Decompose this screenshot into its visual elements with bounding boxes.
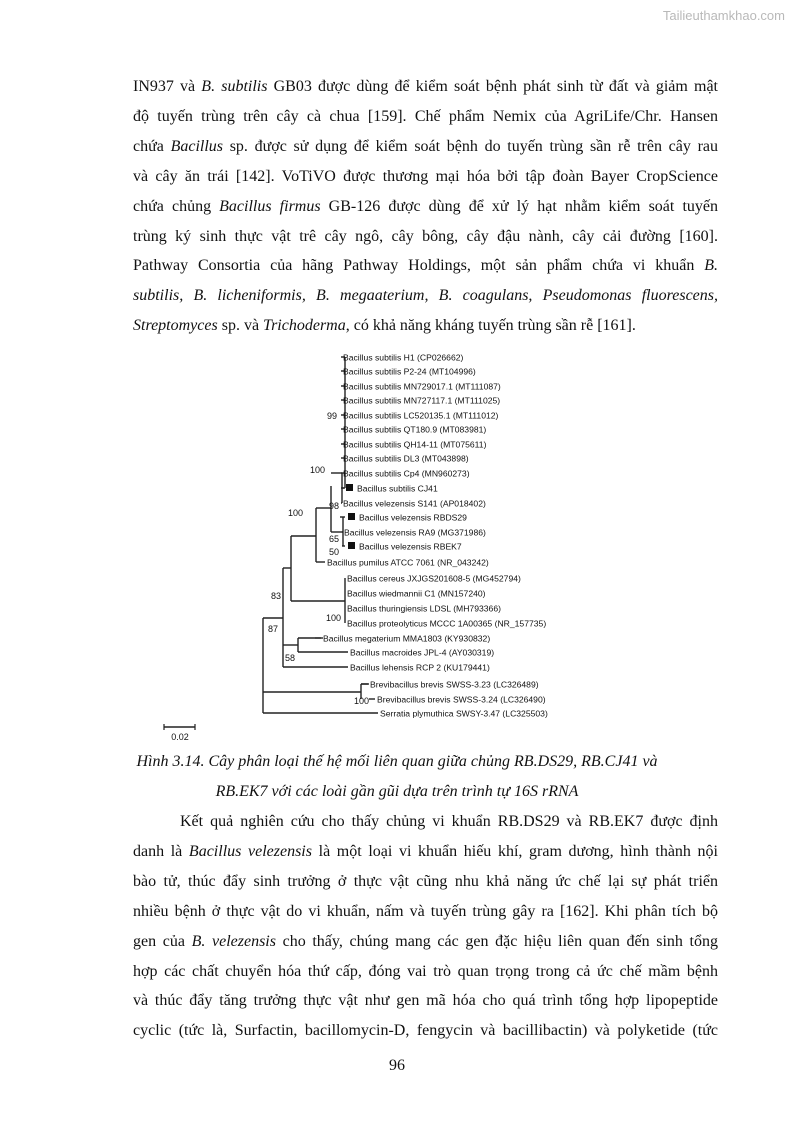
figure-caption — [100, 747, 694, 807]
tree-taxon-label: Bacillus lehensis RCP 2 (KU179441) — [350, 662, 490, 673]
text-line — [133, 927, 718, 957]
strain-marker-icon — [348, 513, 355, 520]
text-line — [133, 986, 718, 1016]
tree-taxon-label: Bacillus cereus JXJGS201608-5 (MG452794) — [347, 573, 521, 584]
bootstrap-value: 87 — [267, 624, 278, 634]
strain-marker-icon — [348, 542, 355, 549]
text-run: IN937 và — [133, 78, 202, 95]
tree-taxon-label: Bacillus subtilis QH14-11 (MT075611) — [343, 439, 487, 450]
text-line — [133, 162, 718, 192]
tree-taxon-label: Bacillus subtilis P2-24 (MT104996) — [343, 366, 476, 377]
text-run: Kết quả nghiên cứu cho thấy chủng vi khuẩn RB.DS29 và RB.EK7 được định — [180, 813, 718, 830]
tree-taxon-label: Bacillus macroides JPL-4 (AY030319) — [350, 647, 495, 658]
text-run: độ tuyến trùng trên cây cà chua [159]. Chế phẩm Nemix của AgriLife/Chr. Hansen — [133, 107, 718, 125]
text-run: cho thấy, chúng mang các gen đặc hiệu liên quan đến sinh tổng — [275, 932, 719, 950]
italic-text: subtilis, B. licheniformis, B. megaaterium, B. coagulans, Pseudomonas fluorescens, — [133, 287, 718, 305]
tree-taxon-label: Bacillus subtilis MN727117.1 (MT111025) — [343, 395, 501, 406]
italic-text: B. velezensis — [191, 932, 276, 950]
tree-taxon-label: Bacillus velezensis S141 (AP018402) — [343, 498, 486, 509]
text-line — [133, 192, 718, 222]
italic-text: Streptomyces — [133, 317, 218, 335]
tree-taxon-label: Bacillus pumilus ATCC 7061 (NR_043242) — [327, 557, 489, 568]
text-run: Pathway Consortia của hãng Pathway Holdings, một sản phẩm chứa vi khuẩn — [133, 257, 705, 275]
strain-marker-icon — [346, 484, 353, 491]
text-run: sp. và — [217, 317, 264, 335]
text-line — [133, 897, 718, 927]
tree-taxon-label: Bacillus subtilis H1 (CP026662) — [343, 352, 464, 363]
scale-bar-label: 0.02 — [171, 732, 189, 742]
tree-taxon-label: Bacillus subtilis LC520135.1 (MT111012) — [343, 410, 499, 421]
paragraph-1 — [133, 72, 718, 341]
text-run: sp. được sử dụng để kiểm soát bệnh do tuyến trùng sần rễ trên cây rau — [223, 137, 719, 155]
bootstrap-value: 100 — [309, 465, 325, 475]
italic-text: B. subtilis — [201, 78, 268, 95]
text-line — [133, 132, 718, 162]
text-run: GB03 được dùng để kiểm soát bệnh phát sinh từ đất và giảm mật — [267, 78, 719, 95]
bootstrap-value: 100 — [325, 613, 341, 623]
text-run: GB-126 được dùng để xử lý hạt nhằm kiểm soát tuyến — [320, 197, 718, 215]
bootstrap-value: 65 — [328, 534, 339, 544]
text-line — [133, 72, 718, 102]
tree-taxon-label: Bacillus velezensis RBEK7 — [359, 541, 462, 552]
text-run: , có khả năng kháng tuyến trùng sần rễ [161]. — [345, 317, 636, 335]
bootstrap-value: 58 — [284, 653, 295, 663]
text-line — [133, 1016, 718, 1046]
text-run: gen của — [133, 932, 192, 950]
page-number: 96 — [389, 1057, 405, 1074]
bootstrap-value: 100 — [287, 508, 303, 518]
tree-taxon-label: Bacillus subtilis QT180.9 (MT083981) — [343, 424, 487, 435]
text-run: nhiều bệnh ở thực vật do vi khuẩn, nấm và tuyến trùng gây ra [162]. Khi phân tích bộ — [133, 902, 718, 920]
tree-taxon-label: Bacillus subtilis Cp4 (MN960273) — [343, 468, 470, 479]
caption-line-1: Hình 3.14. Cây phân loại thế hệ mối liên quan giữa chủng RB.DS29, RB.CJ41 và — [136, 753, 658, 770]
text-line — [133, 837, 718, 867]
watermark: Tailieuthamkhao.com — [662, 8, 785, 23]
italic-text: Bacillus — [170, 137, 224, 155]
text-line — [133, 251, 718, 281]
text-run: chứa chủng — [133, 197, 220, 215]
text-run: hợp các chất chuyển hóa thứ cấp, đóng vai trò quan trọng trong cả ức chế mầm bệnh — [133, 962, 718, 980]
text-run: chứa — [133, 137, 171, 155]
paragraph-2 — [133, 807, 718, 1046]
italic-text: Bacillus velezensis — [188, 842, 312, 860]
text-run: bào tử, thúc đẩy sinh trưởng ở thực vật cũng nhu khả năng ức chế lại sự phát triển — [133, 872, 718, 890]
tree-taxon-label: Bacillus velezensis RA9 (MG371986) — [344, 527, 486, 538]
tree-taxon-label: Bacillus subtilis CJ41 — [357, 483, 438, 494]
tree-taxon-label: Serratia plymuthica SWSY-3.47 (LC325503) — [380, 708, 548, 719]
tree-taxon-label: Bacillus velezensis RBDS29 — [359, 512, 467, 523]
text-line — [133, 222, 718, 252]
tree-taxon-label: Bacillus wiedmannii C1 (MN157240) — [347, 588, 486, 599]
text-run: và thúc đẩy tăng trưởng thực vật như gen mã hóa cho quá trình tổng hợp lipopeptide — [133, 992, 718, 1010]
text-line — [133, 807, 718, 837]
tree-taxon-label: Bacillus megaterium MMA1803 (KY930832) — [323, 633, 491, 644]
text-line — [133, 867, 718, 897]
bootstrap-value: 83 — [270, 591, 281, 601]
italic-text: B. — [704, 257, 718, 275]
tree-taxon-label: Bacillus subtilis DL3 (MT043898) — [343, 453, 469, 464]
tree-taxon-label: Bacillus subtilis MN729017.1 (MT111087) — [343, 381, 501, 392]
phylogenetic-tree — [155, 346, 595, 742]
tree-taxon-label: Bacillus proteolyticus MCCC 1A00365 (NR_157735) — [347, 618, 547, 629]
text-line — [133, 957, 718, 987]
tree-taxon-label: Brevibacillus brevis SWSS-3.24 (LC326490) — [377, 694, 546, 705]
tree-taxon-label: Brevibacillus brevis SWSS-3.23 (LC326489) — [370, 679, 539, 690]
text-run: danh là — [133, 842, 189, 860]
bootstrap-value: 98 — [328, 501, 339, 511]
text-line — [133, 311, 718, 341]
text-run: là một loại vi khuẩn hiếu khí, gram dương, hình thành nội — [311, 842, 718, 860]
text-line — [133, 102, 718, 132]
text-run: cyclic (tức là, Surfactin, bacillomycin-D, fengycin và bacillibactin) và polyketide (tức — [133, 1022, 718, 1040]
text-line — [133, 281, 718, 311]
bootstrap-value: 99 — [326, 411, 337, 421]
italic-text: Trichoderma — [263, 317, 346, 335]
bootstrap-value: 100 — [353, 696, 369, 706]
text-run: trùng ký sinh thực vật trê cây ngô, cây bông, cây đậu nành, cây cải đường [160]. — [133, 227, 718, 245]
caption-line-2: RB.EK7 với các loài gần gũi dựa trên trình tự 16S rRNA — [215, 783, 579, 800]
bootstrap-value: 50 — [328, 547, 339, 557]
text-run: và cây ăn trái [142]. VoTiVO được thương mại hóa bởi tập đoàn Bayer CropScience — [133, 167, 718, 185]
italic-text: Bacillus firmus — [219, 197, 321, 215]
tree-taxon-label: Bacillus thuringiensis LDSL (MH793366) — [347, 603, 501, 614]
